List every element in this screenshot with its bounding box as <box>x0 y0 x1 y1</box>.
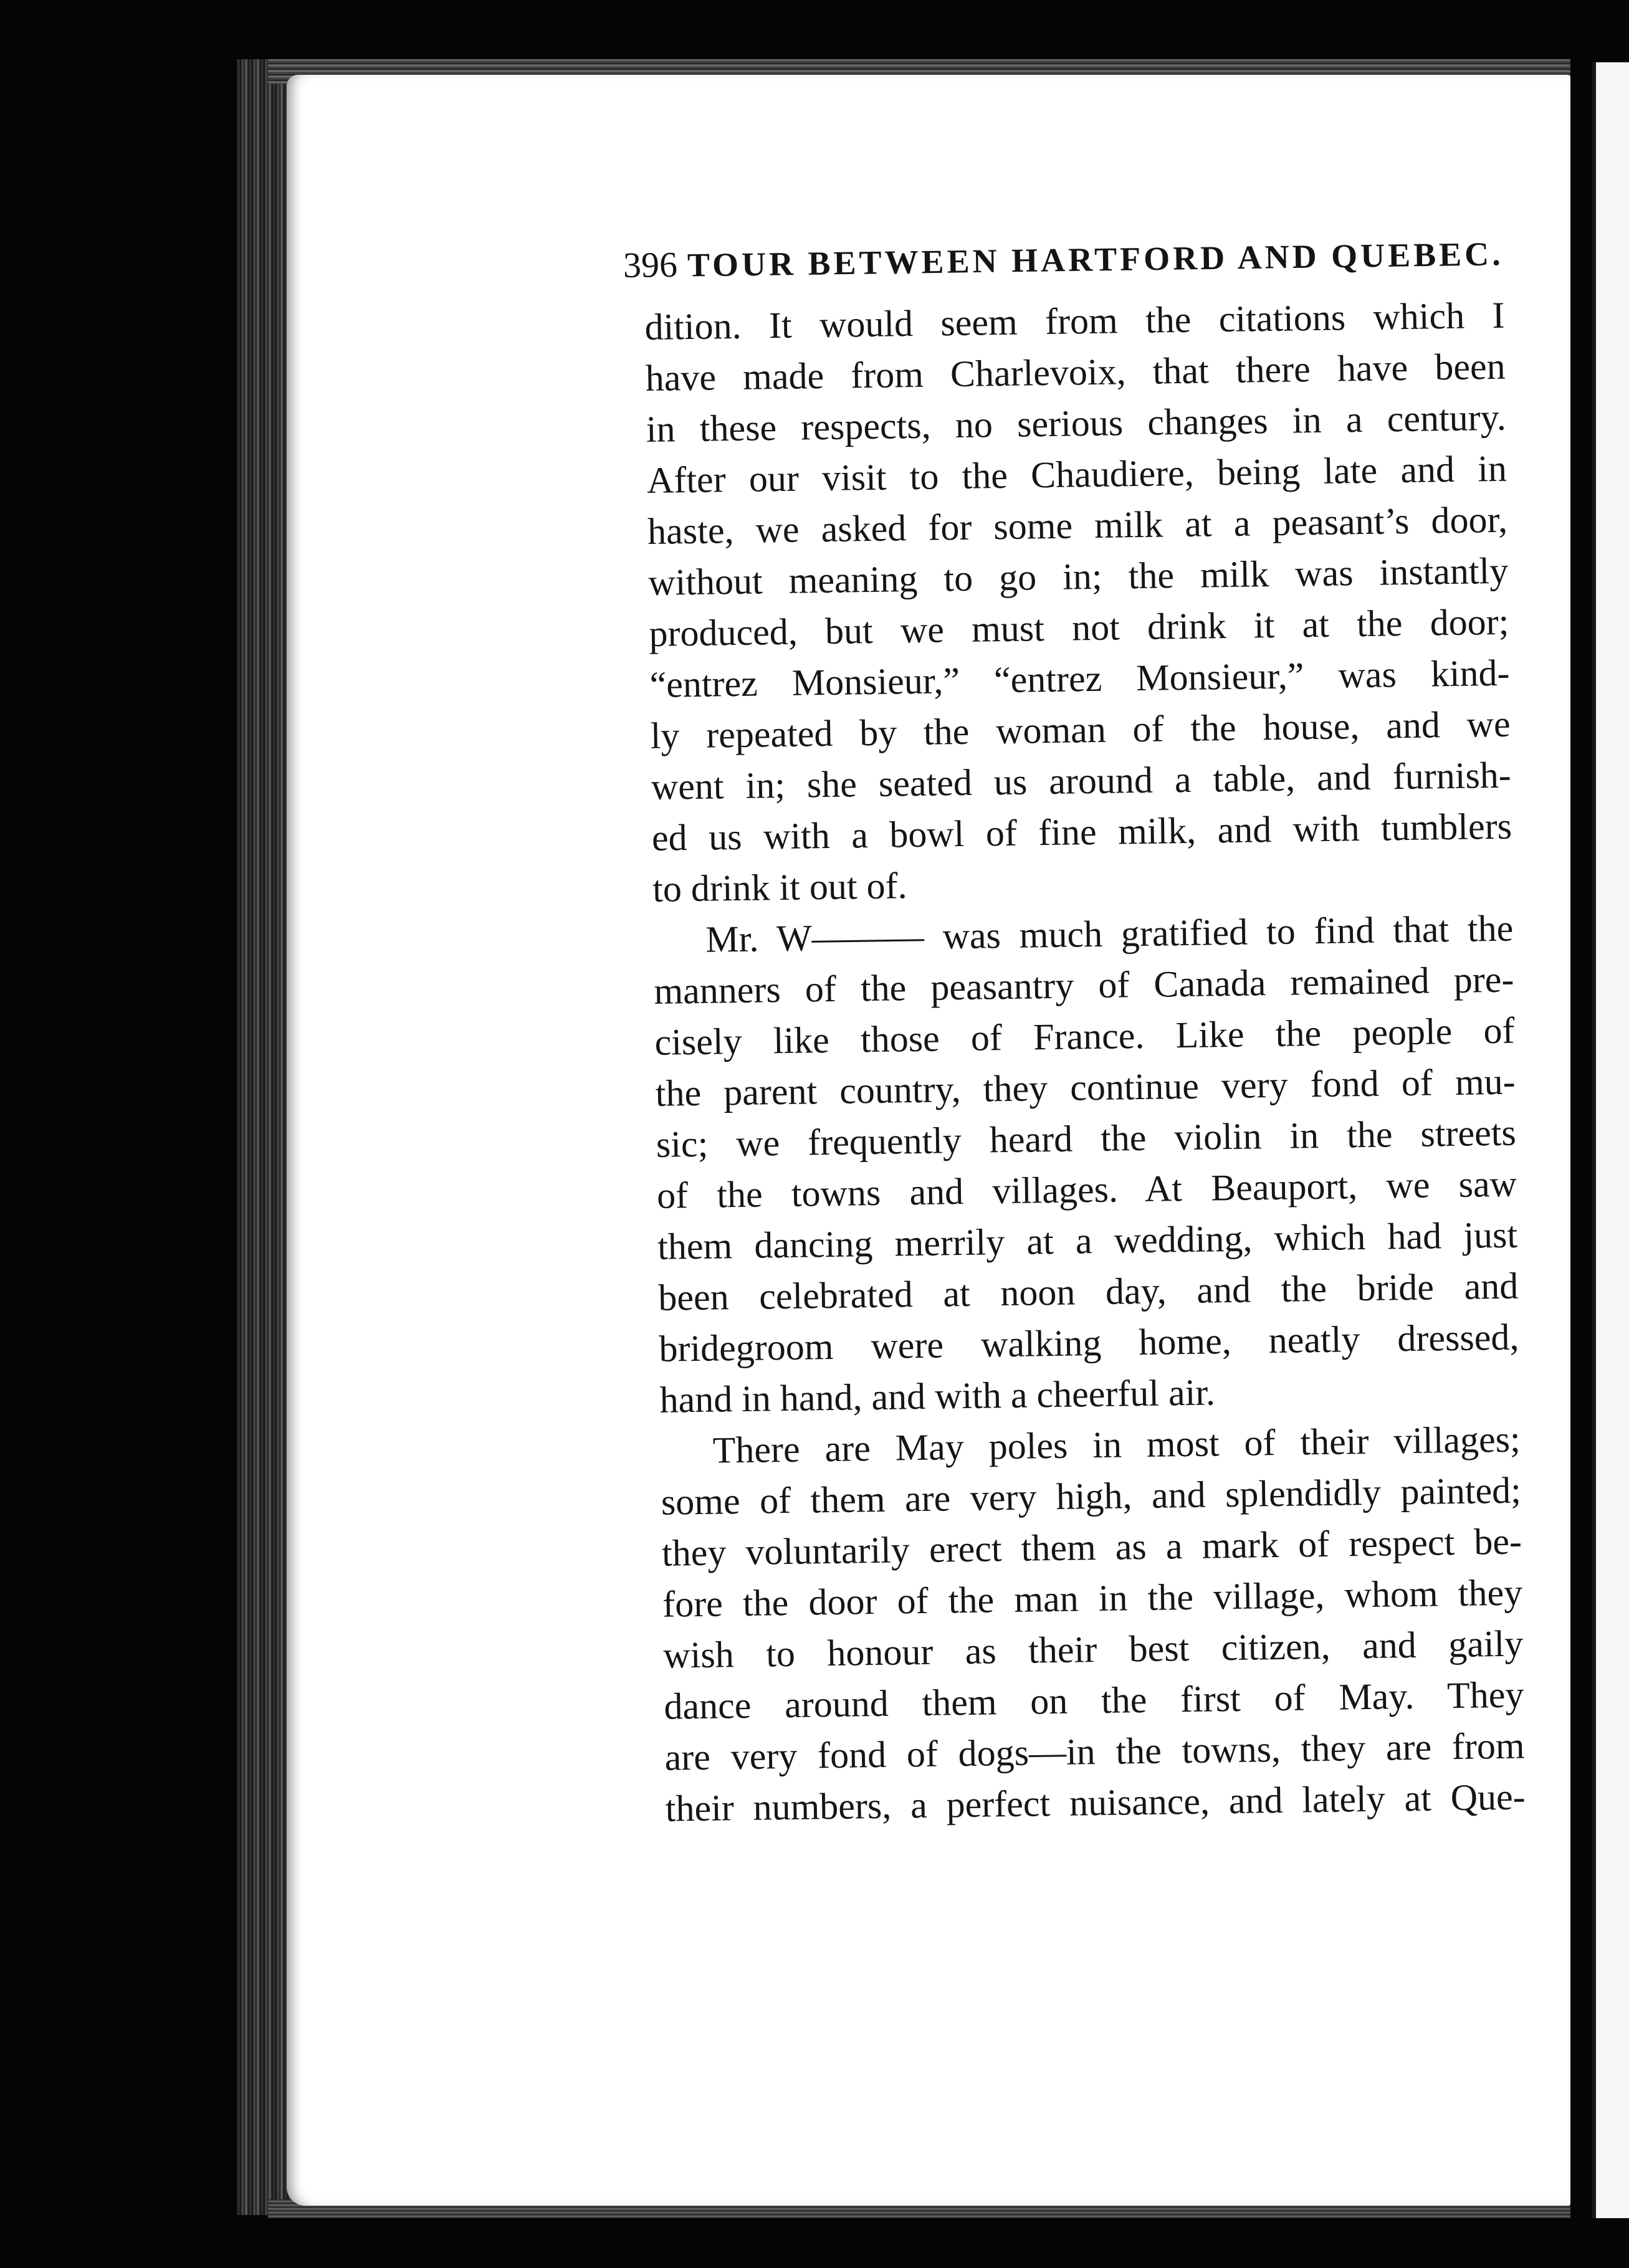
text-line: are very fond of dogs—in the towns, they are from <box>664 1725 1525 1778</box>
running-title: TOUR BETWEEN HARTFORD AND QUEBEC. <box>687 235 1504 284</box>
text-line: the parent country, they continue very fond of mu- <box>655 1060 1516 1114</box>
paragraph-1 <box>644 290 1513 915</box>
text-line: to drink it out of. <box>652 865 907 910</box>
text-line: ly repeated by the woman of the house, and we <box>650 703 1511 756</box>
text-line: they voluntarily erect them as a mark of respect be- <box>661 1520 1522 1574</box>
text-line: ed us with a bowl of fine milk, and with tumblers <box>651 805 1512 859</box>
text-line: have made from Charlevoix, that there have been <box>645 345 1506 399</box>
running-head <box>623 223 1504 297</box>
text-line: of the towns and villages. At Beauport, we saw <box>656 1163 1517 1216</box>
text-line: After our visit to the Chaudiere, being late and in <box>646 447 1507 501</box>
text-line: dance around them on the first of May. They <box>664 1674 1524 1727</box>
text-line: “entrez Monsieur,” “entrez Monsieur,” was kind- <box>649 652 1510 705</box>
text-line: sic; we frequently heard the violin in the streets <box>656 1112 1517 1165</box>
text-line: been celebrated at noon day, and the bride and <box>657 1265 1519 1318</box>
text-line: without meaning to go in; the milk was instantly <box>647 550 1509 603</box>
text-line: dition. It would seem from the citations which I <box>644 294 1505 348</box>
text-line: manners of the peasantry of Canada remained pre- <box>653 958 1514 1012</box>
text-line: wish to honour as their best citizen, and gaily <box>662 1622 1524 1676</box>
text-line: went in; she seated us around a table, and furnish- <box>651 754 1512 808</box>
text-line: some of them are very high, and splendidly painted; <box>661 1469 1522 1523</box>
body-text <box>644 290 1526 1834</box>
text-line: There are May poles in most of their villages; <box>712 1418 1521 1471</box>
text-line: fore the door of the man in the village, whom they <box>662 1571 1523 1625</box>
text-line: their numbers, a perfect nuisance, and lately at Que- <box>665 1776 1526 1829</box>
facing-page-strip <box>1592 62 1629 2218</box>
text-line: Mr. W——— was much gratified to find that the <box>705 907 1514 960</box>
paragraph-2 <box>653 903 1520 1426</box>
text-line: in these respects, no serious changes in a century. <box>646 396 1507 450</box>
text-line: bridegroom were walking home, neatly dressed, <box>659 1316 1519 1370</box>
text-line: produced, but we must not drink it at the door; <box>648 601 1509 654</box>
text-line: hand in hand, and with a cheerful air. <box>659 1371 1216 1421</box>
text-line: them dancing merrily at a wedding, which had just <box>657 1214 1518 1267</box>
page-number: 396 <box>623 244 678 285</box>
paragraph-3 <box>660 1414 1526 1834</box>
text-line: haste, we asked for some milk at a peasant’s door, <box>647 498 1508 552</box>
text-line: cisely like those of France. Like the people of <box>654 1009 1515 1063</box>
